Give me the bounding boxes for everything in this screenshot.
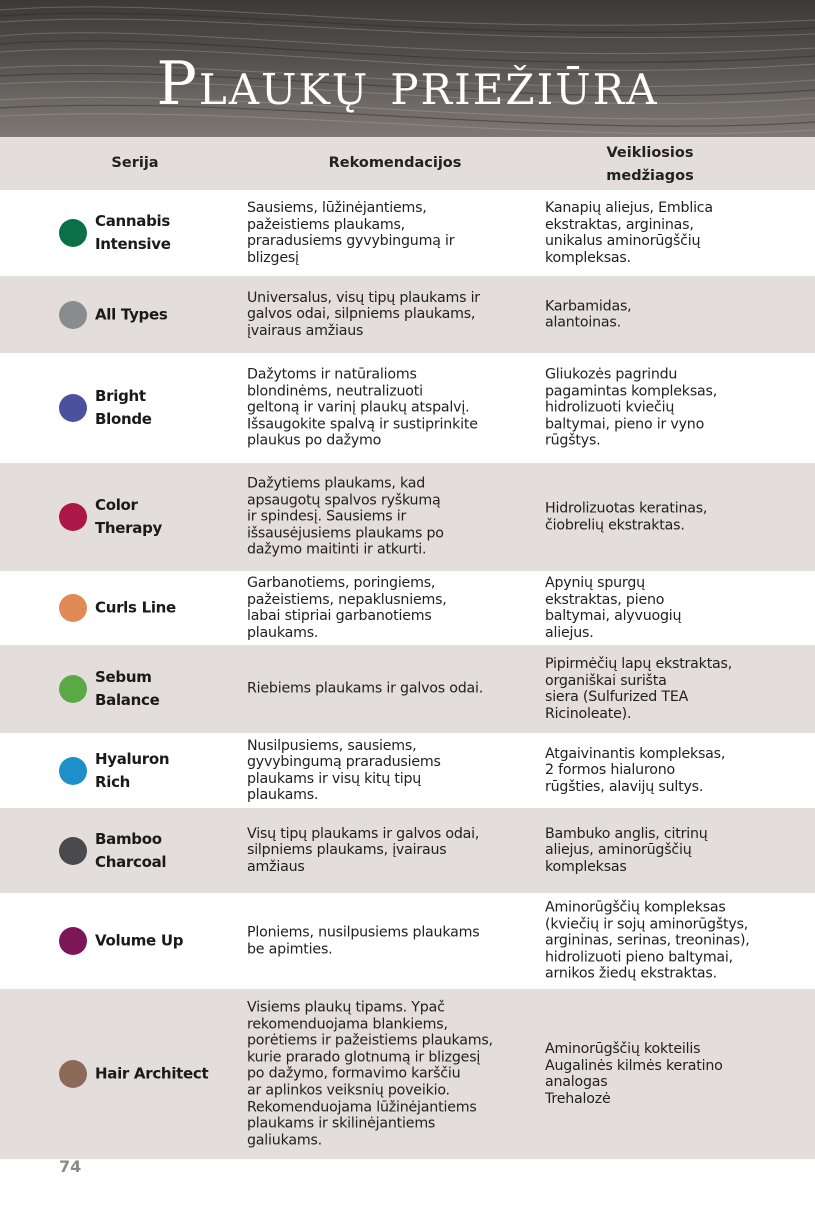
actives-text: Karbamidas, alantoinas. (545, 297, 632, 331)
page-title: Plaukų priežiūra (156, 49, 659, 119)
recommendation-text: Garbanotiems, poringiems, pažeistiems, nepaklusniems, labai stipriai garbanotiems plaukams. (247, 574, 447, 641)
series-name: All Types (95, 305, 168, 323)
table-row (0, 353, 815, 463)
series-color-dot (59, 301, 87, 329)
series-color-dot (59, 503, 87, 531)
actives-text: Kanapių aliejus, Emblica ekstraktas, argininas, unikalus aminorūgščių kompleksas. (545, 199, 713, 266)
recommendation-text: Sausiems, lūžinėjantiems, pažeistiems plaukams, praradusiems gyvybingumą ir blizgesį (247, 199, 455, 266)
series-name: Color Therapy (95, 496, 163, 537)
table-row (0, 808, 815, 893)
recommendation-text: Visiems plaukų tipams. Ypač rekomenduojama blankiems, porėtiems ir pažeistiems plaukams, kurie prarado glotnumą ir blizgesį po dažymo, formavimo karščiu ar aplinkos veiksnių poveikio. Rekomenduojama lūžinėjantiems plaukams ir skilinėjantiems galiukams. (247, 999, 493, 1149)
hero-hair-banner (0, 0, 815, 137)
series-name: Cannabis Intensive (95, 212, 171, 253)
actives-text: Gliukozės pagrindu pagamintas kompleksas, hidrolizuoti kviečių baltymai, pieno ir vyno rūgštys. (545, 366, 718, 449)
series-color-dot (59, 394, 87, 422)
page-number: 74 (59, 1157, 82, 1176)
recommendation-text: Ploniems, nusilpusiems plaukams be apimties. (247, 924, 480, 957)
table-row (0, 989, 815, 1159)
actives-text: Pipirmėčių lapų ekstraktas, organiškai surišta siera (Sulfurized TEA Ricinoleate). (545, 655, 733, 722)
table-row (0, 733, 815, 808)
series-color-dot (59, 927, 87, 955)
actives-text: Aminorūgščių kompleksas (kviečių ir sojų aminorūgštys, argininas, serinas, treoninas), hidrolizuoti pieno baltymai, arnikos žiedų ekstraktas. (545, 899, 750, 982)
table-row (0, 276, 815, 353)
series-color-dot (59, 594, 87, 622)
table-row (0, 190, 815, 276)
table-row (0, 893, 815, 989)
series-name: Hair Architect (95, 1064, 209, 1083)
series-name: Volume Up (95, 931, 184, 950)
header-actives: Veikliosios medžiagos (606, 145, 694, 184)
header-series: Serija (111, 155, 159, 171)
table-row (0, 571, 815, 645)
series-name: Sebum Balance (95, 668, 160, 709)
actives-text: Bambuko anglis, citrinų aliejus, aminorūgščių kompleksas (545, 825, 708, 875)
actives-text: Atgaivinantis kompleksas, 2 formos hialurono rūgšties, alavijų sultys. (545, 745, 726, 795)
series-color-dot (59, 675, 87, 703)
product-series-table (0, 137, 815, 1159)
actives-text: Aminorūgščių kokteilis Augalinės kilmės keratino analogas Trehalozė (545, 1040, 723, 1107)
recommendation-text: Nusilpusiems, sausiems, gyvybingumą praradusiems plaukams ir visų kitų tipų plaukams. (247, 737, 441, 804)
series-color-dot (59, 219, 87, 247)
series-name: Curls Line (95, 598, 176, 617)
actives-text: Hidrolizuotas keratinas, čiobrelių ekstraktas. (545, 500, 708, 533)
recommendation-text: Dažytiems plaukams, kad apsaugotų spalvos ryškumą ir spindesį. Sausiems ir išsausėjusiems plaukams po dažymo maitinti ir atkurti. (247, 475, 444, 558)
table-row (0, 645, 815, 733)
series-name: Bright Blonde (95, 387, 152, 428)
series-color-dot (59, 1060, 87, 1088)
table-row (0, 463, 815, 571)
header-recommendations: Rekomendacijos (328, 155, 462, 171)
series-color-dot (59, 837, 87, 865)
table-header (0, 137, 815, 190)
recommendation-text: Visų tipų plaukams ir galvos odai, silpniems plaukams, įvairaus amžiaus (247, 825, 480, 875)
series-name: Hyaluron Rich (95, 749, 170, 791)
recommendation-text: Riebiems plaukams ir galvos odai. (247, 680, 484, 697)
actives-text: Apynių spurgų ekstraktas, pieno baltymai, alyvuogių aliejus. (545, 574, 682, 641)
recommendation-text: Universalus, visų tipų plaukams ir galvos odai, silpniems plaukams, įvairaus amžiaus (247, 289, 480, 339)
series-color-dot (59, 757, 87, 785)
series-name: Bamboo Charcoal (95, 829, 167, 871)
recommendation-text: Dažytoms ir natūralioms blondinėms, neutralizuoti geltoną ir varinį plaukų atspalvį. Išsaugokite spalvą ir sustiprinkite plaukus po dažymo (247, 366, 478, 449)
